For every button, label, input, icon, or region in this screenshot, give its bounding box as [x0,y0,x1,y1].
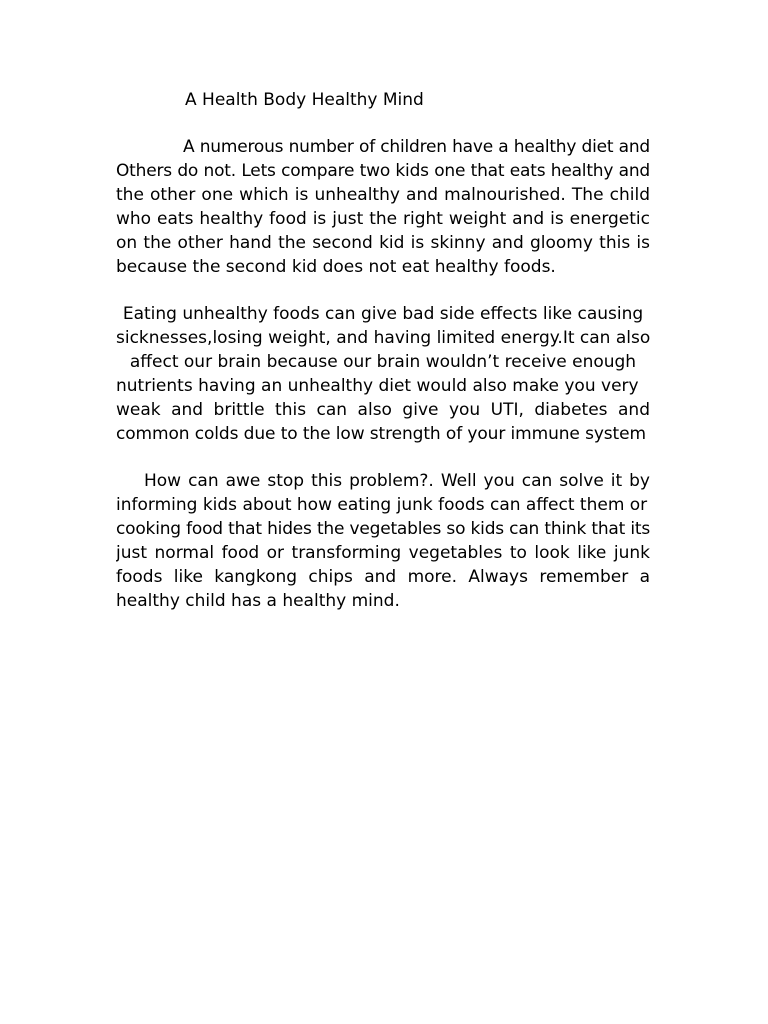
paragraph-1 [116,135,650,279]
paragraph-line: foods like kangkong chips and more. Always remember a [116,567,650,587]
paragraph-3 [116,469,650,613]
paragraph-line: weak and brittle this can also give you UTI, diabetes and [116,400,650,420]
paragraph-line: because the second kid does not eat healthy foods. [116,257,556,277]
paragraph-line: informing kids about how eating junk foods can affect them or [116,495,648,515]
paragraph-line: the other one which is unhealthy and malnourished. The child [116,185,650,205]
paragraph-line: just normal food or transforming vegetables to look like junk [116,543,650,563]
paragraph-line: A numerous number of children have a healthy diet and [183,137,650,157]
paragraph-line: How can awe stop this problem?. Well you can solve it by [144,471,650,491]
paragraph-line: on the other hand the second kid is skinny and gloomy this is [116,233,650,253]
paragraph-line: Others do not. Lets compare two kids one that eats healthy and [116,161,650,181]
paragraph-line: who eats healthy food is just the right weight and is energetic [116,209,650,229]
paragraph-line: nutrients having an unhealthy diet would also make you very [116,376,639,396]
paragraph-line: affect our brain because our brain wouldn’t receive enough [129,352,637,372]
paragraph-line: sicknesses,losing weight, and having limited energy.It can also [116,328,651,348]
document-title: A Health Body Healthy Mind [185,90,424,110]
paragraph-line: cooking food that hides the vegetables so kids can think that its [116,519,650,539]
paragraph-2 [116,302,650,446]
paragraph-line: Eating unhealthy foods can give bad side effects like causing [122,304,644,324]
paragraph-line: common colds due to the low strength of your immune system [116,424,646,444]
paragraph-line: healthy child has a healthy mind. [116,591,400,611]
